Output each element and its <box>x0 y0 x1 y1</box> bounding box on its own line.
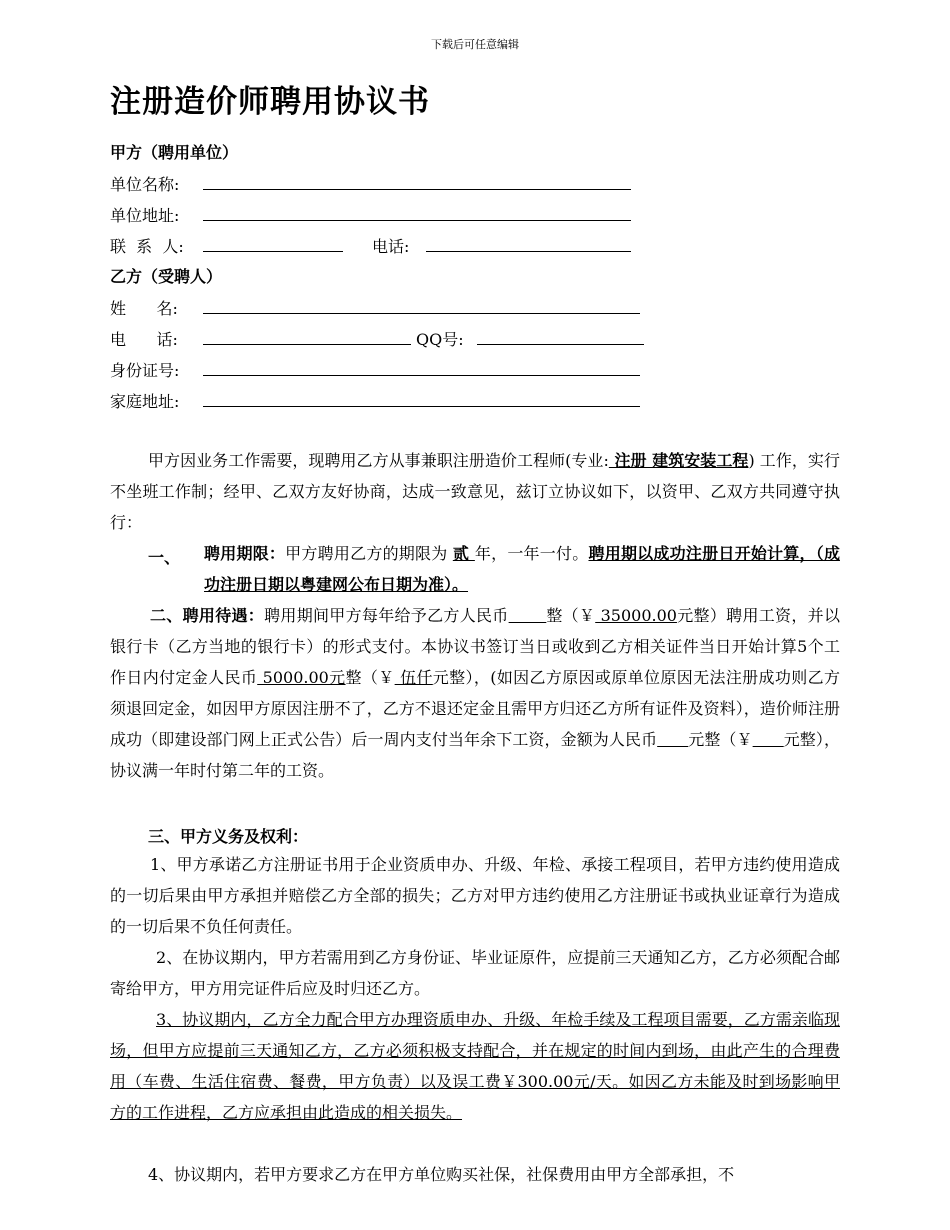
intro-paragraph <box>110 445 840 538</box>
party-b-phone-field[interactable] <box>203 344 411 345</box>
specialty-value: 注册 建筑安装工程 <box>608 451 749 470</box>
salary-value: 35000.00 <box>595 606 677 625</box>
party-b-phone-label: 电 话: <box>110 330 178 349</box>
clause2-text-7: 元整），协议满一年时付第二年的工资。 <box>110 730 840 780</box>
document-title: 注册造价师聘用协议书 <box>110 84 430 120</box>
clause3-item-1: 1、甲方承诺乙方注册证书用于企业资质申办、升级、年检、承接工程项目，若甲方违约使用造成的一切后果由甲方承担并赔偿乙方全部的损失；乙方对甲方违约使用乙方注册证书或执业证章行为造成的一切后果不负任何责任。 <box>110 855 840 936</box>
party-a-name-field[interactable] <box>203 189 631 190</box>
party-b-name-label: 姓 名: <box>110 299 178 318</box>
party-a-phone-label: 电话: <box>372 237 410 256</box>
party-b-name-field[interactable] <box>203 313 640 314</box>
salary-cn-blank[interactable] <box>509 606 547 625</box>
intro-text-2: ) 工作，实行不坐班工作制；经甲、乙双方友好协商，达成一致意见，兹订立协议如下，以资甲、乙双方共同遵守执行： <box>110 451 840 532</box>
deposit-cn-value: 伍仟 <box>394 668 433 687</box>
balance-num-blank[interactable] <box>753 730 784 749</box>
deposit-value: 5000.00元 <box>257 668 346 687</box>
party-a-contact-label: 联 系 人: <box>110 237 184 256</box>
party-b-home-label: 家庭地址: <box>110 392 180 411</box>
header-note: 下载后可任意编辑 <box>431 38 519 51</box>
party-a-name-label: 单位名称: <box>110 175 180 194</box>
clause1-label: 聘用期限： <box>204 544 286 563</box>
clause1-term-start: 聘用期以成功注册日开始计算，（成功注册日期以粤建网公布日期为准）。 <box>204 544 840 594</box>
party-a-phone-field[interactable] <box>426 251 631 252</box>
party-b-id-label: 身份证号: <box>110 361 180 380</box>
party-b-qq-label: QQ号: <box>416 330 464 349</box>
clause2-text-4: 整（￥ <box>345 668 395 687</box>
party-b-id-field[interactable] <box>203 375 640 376</box>
clause3-item-3: 3、协议期内，乙方全力配合甲方办理资质申办、升级、年检手续及工程项目需要，乙方需亲临现场，但甲方应提前三天通知乙方，乙方必须积极支持配合，并在规定的时间内到场，由此产生的合理费用（车费、生活住宿费、餐费，甲方负责）以及误工费￥300.00元/天。如因乙方未能及时到场影响甲方的工作进程，乙方应承担由此造成的相关损失。 <box>110 1010 840 1122</box>
clause2-text-5: 元整），(如因乙方原因或原单位原因无法注册成功则乙方须退回定金，如因甲方原因注册不了，乙方不退还定金且需甲方归还乙方所有证件及资料），造价师注册成功（即建设部门网上正式公告）后一周内支付当年余下工资，金额为人民币 <box>110 668 840 749</box>
clause1-text-1: 甲方聘用乙方的期限为 <box>285 544 453 563</box>
term-years-value: 贰 <box>452 544 475 563</box>
intro-text-1: 甲方因业务工作需要，现聘用乙方从事兼职注册造价工程师(专业: <box>148 451 609 470</box>
clause3-heading: 三、甲方义务及权利： <box>148 827 309 846</box>
party-a-heading: 甲方（聘用单位） <box>110 143 239 162</box>
clause2-text-1: 聘用期间甲方每年给予乙方人民币 <box>264 606 509 625</box>
party-b-qq-field[interactable] <box>477 344 644 345</box>
clause1-text-2: 年，一年一付。 <box>474 544 589 563</box>
clause1-number: 一、 <box>148 548 181 567</box>
clause2-text-6: 元整（￥ <box>688 730 753 749</box>
clause2-label: 二、聘用待遇： <box>150 606 265 625</box>
clause3-item-4: 4、协议期内，若甲方要求乙方在甲方单位购买社保，社保费用由甲方全部承担，不 <box>148 1165 735 1184</box>
party-b-home-field[interactable] <box>203 406 640 407</box>
party-a-address-label: 单位地址: <box>110 206 180 225</box>
clause3-item-2: 2、在协议期内，甲方若需用到乙方身份证、毕业证原件，应提前三天通知乙方，乙方必须配合邮寄给甲方，甲方用完证件后应及时归还乙方。 <box>110 948 840 998</box>
clause2-text-3: 元整）聘用工资，并以银行卡（乙方当地的银行卡）的形式支付。本协议书签订当日或收到乙方相关证件当日开始计算5个工作日内付定金人民币 <box>110 606 840 687</box>
balance-cn-blank[interactable] <box>657 730 688 749</box>
clause1-paragraph <box>204 538 840 600</box>
clause2-paragraph <box>110 600 840 786</box>
party-b-heading: 乙方（受聘人） <box>110 267 223 286</box>
clause2-text-2: 整（￥ <box>546 606 596 625</box>
party-a-contact-field[interactable] <box>203 251 343 252</box>
party-a-address-field[interactable] <box>203 220 631 221</box>
